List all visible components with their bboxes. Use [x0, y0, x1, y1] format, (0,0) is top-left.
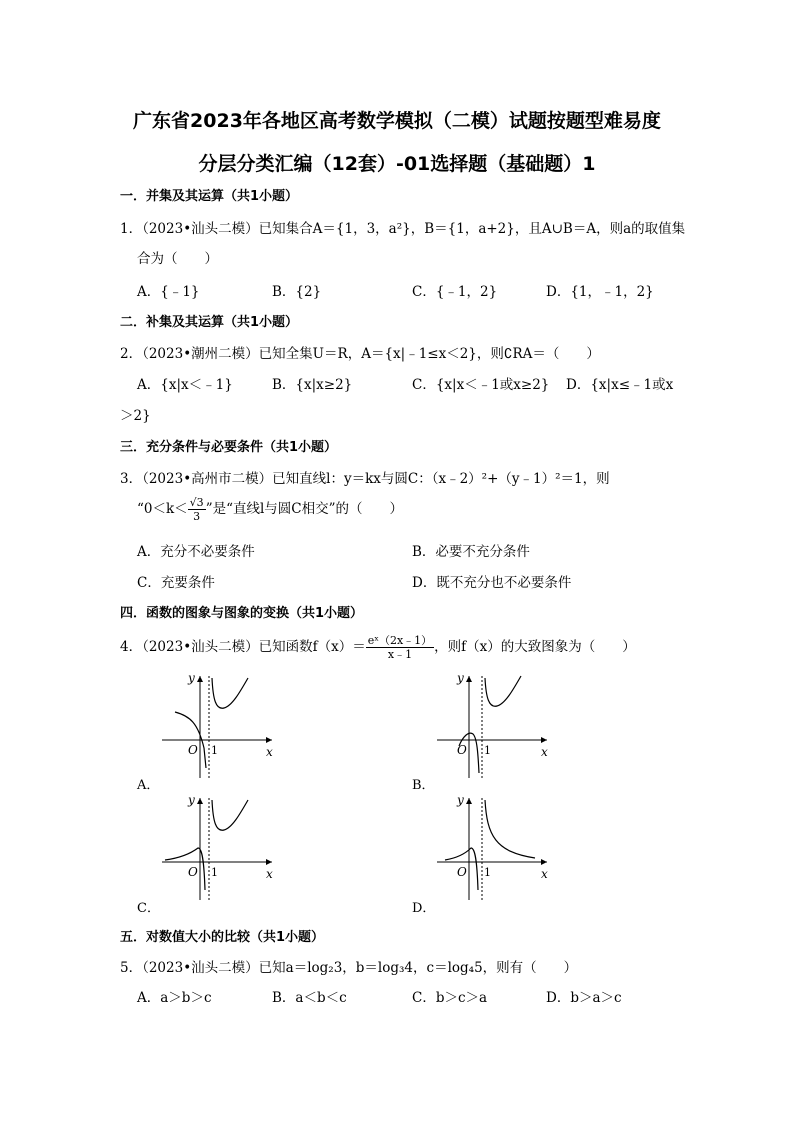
q3-frac-den: 3 [193, 510, 201, 523]
q4-option-a[interactable]: A． [137, 778, 160, 793]
q1-option-b[interactable]: B．{2} [272, 284, 322, 300]
q2-option-d-cont: ＞2} [120, 408, 151, 424]
q4-graph-b[interactable] [435, 668, 555, 783]
x-label: x [266, 867, 273, 881]
q4-frac-num: eˣ（2x﹣1） [367, 634, 433, 647]
q3-stem: 3．（2023•高州市二模）已知直线l：y＝kx与圆C：（x﹣2）²+（y﹣1）²＝1，则 [120, 471, 610, 487]
section-heading-4: 四．函数的图象与图象的变换（共1小题） [120, 606, 364, 621]
y-label: y [188, 793, 195, 807]
q1-option-c[interactable]: C．{﹣1，2} [412, 284, 498, 300]
q5-option-c[interactable]: C．b＞c＞a [412, 990, 488, 1006]
y-axis-arrow [466, 676, 472, 682]
curve-right [485, 800, 535, 858]
q4-option-b[interactable]: B． [412, 778, 435, 793]
x-axis-arrow [541, 737, 547, 743]
origin-label: O [188, 865, 198, 879]
origin-label: O [457, 865, 467, 879]
q1-option-a[interactable]: A．{﹣1} [137, 284, 200, 300]
q4-suffix: ，则f（x）的大致图象为（ ） [434, 639, 636, 655]
q1-stem-cont: 合为（ ） [137, 251, 218, 267]
y-axis-arrow [466, 798, 472, 804]
q3-frac-num: √3 [189, 496, 204, 509]
q3-option-a[interactable]: A．充分不必要条件 [137, 544, 255, 560]
section-heading-3: 三．充分条件与必要条件（共1小题） [120, 440, 338, 455]
q3-cond-prefix: “0＜k＜ [137, 501, 188, 517]
x-label: x [541, 745, 548, 759]
x-axis-arrow [266, 859, 272, 865]
q1-stem: 1．（2023•汕头二模）已知集合A＝{1，3，a²}，B＝{1，a+2}，且A∪B＝A，则a的取值集 [120, 221, 686, 237]
x-label: x [541, 867, 548, 881]
q3-cond-suffix: ”是“直线l与圆C相交”的（ ） [205, 501, 404, 517]
y-axis-arrow [197, 798, 203, 804]
page-title-line1: 广东省2023年各地区高考数学模拟（二模）试题按题型难易度 [133, 110, 661, 132]
q4-option-d[interactable]: D． [412, 901, 436, 916]
q5-option-a[interactable]: A．a＞b＞c [137, 990, 212, 1006]
curve-right [212, 800, 248, 830]
y-label: y [457, 671, 464, 685]
q4-prefix: 4．（2023•汕头二模）已知函数f（x）＝ [120, 639, 366, 655]
q5-option-b[interactable]: B．a＜b＜c [272, 990, 347, 1006]
q4-frac-den: x﹣1 [387, 648, 413, 661]
q4-graph-c[interactable] [160, 790, 280, 905]
q3-option-c[interactable]: C．充要条件 [137, 575, 215, 591]
q4-stem [120, 634, 636, 661]
origin-label: O [188, 743, 198, 757]
q4-graph-a[interactable] [160, 668, 280, 783]
x-label: x [266, 745, 273, 759]
one-label: 1 [211, 744, 218, 757]
q4-fraction [366, 634, 434, 661]
x-axis-arrow [266, 737, 272, 743]
x-axis-arrow [541, 859, 547, 865]
q5-stem: 5．（2023•汕头二模）已知a＝log₂3，b＝log₃4，c＝log₄5，则有（ ） [120, 960, 578, 976]
q3-option-d[interactable]: D．既不充分也不必要条件 [412, 575, 572, 591]
curve-left [165, 848, 205, 890]
q3-condition [137, 496, 403, 523]
q2-option-b[interactable]: B．{x|x≥2} [272, 377, 353, 393]
q5-option-d[interactable]: D．b＞a＞c [546, 990, 622, 1006]
curve-right [212, 678, 248, 708]
q4-option-c[interactable]: C． [137, 901, 160, 916]
q2-option-d[interactable]: D．{x|x≤﹣1或x [566, 377, 674, 393]
q3-option-b[interactable]: B．必要不充分条件 [412, 544, 530, 560]
origin-label: O [457, 743, 467, 757]
y-label: y [188, 671, 195, 685]
y-axis-arrow [197, 676, 203, 682]
q2-option-a[interactable]: A．{x|x＜﹣1} [137, 377, 233, 393]
q3-fraction [188, 496, 206, 523]
one-label: 1 [484, 866, 491, 879]
curve-right [485, 676, 521, 706]
section-heading-5: 五．对数值大小的比较（共1小题） [120, 930, 325, 945]
q2-stem: 2．（2023•潮州二模）已知全集U＝R，A＝{x|﹣1≤x＜2}，则∁RA＝（ ） [120, 346, 600, 362]
q4-graph-d[interactable] [435, 790, 555, 905]
y-label: y [457, 793, 464, 807]
q2-option-c[interactable]: C．{x|x＜﹣1或x≥2} [412, 377, 550, 393]
section-heading-1: 一．并集及其运算（共1小题） [120, 189, 299, 204]
one-label: 1 [484, 744, 491, 757]
section-heading-2: 二．补集及其运算（共1小题） [120, 315, 299, 330]
one-label: 1 [211, 866, 218, 879]
q1-option-d[interactable]: D．{1，﹣1，2} [546, 284, 654, 300]
page-title-line2: 分层分类汇编（12套）-01选择题（基础题）1 [198, 153, 596, 175]
